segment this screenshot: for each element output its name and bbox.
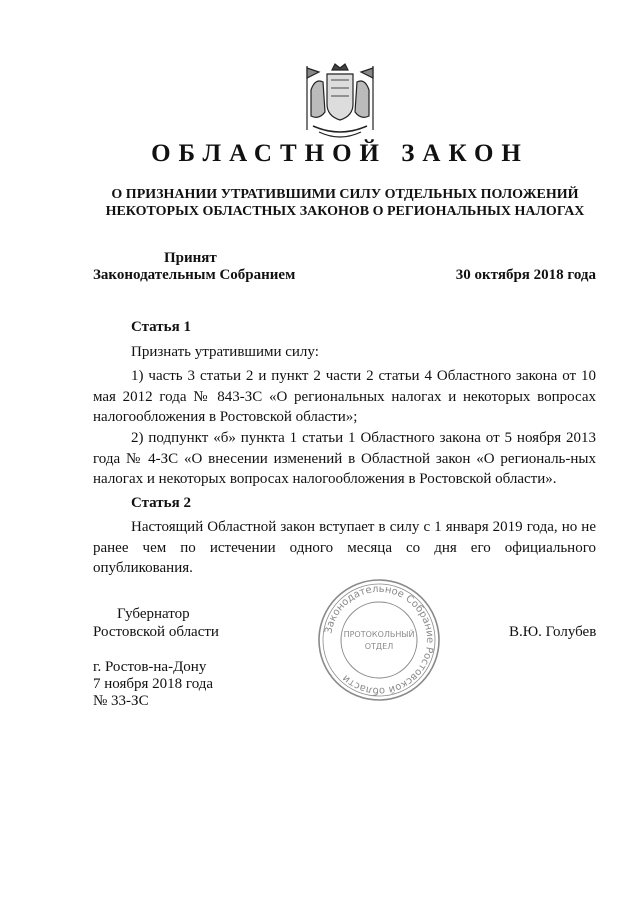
signing-date: 7 ноября 2018 года <box>93 676 214 692</box>
seal-inner-line-1: ПРОТОКОЛЬНЫЙ <box>343 630 415 639</box>
adopted-by: Законодательным Собранием <box>93 267 296 283</box>
article-2-heading: Статья 2 <box>131 495 191 511</box>
signatory-name: В.Ю. Голубев <box>509 624 597 640</box>
document-subtitle <box>60 186 630 220</box>
article-1-intro: Признать утратившими силу: <box>131 344 319 360</box>
signing-city: г. Ростов-на-Дону <box>93 659 207 675</box>
law-number: № 33-ЗС <box>93 693 149 709</box>
article-1-heading: Статья 1 <box>131 319 191 335</box>
signatory-position-line-2: Ростовской области <box>93 624 219 640</box>
subtitle-line-1: О ПРИЗНАНИИ УТРАТИВШИМИ СИЛУ ОТДЕЛЬНЫХ ПОЛОЖЕНИЙ <box>111 187 579 202</box>
adopted-label: Принят <box>164 250 217 266</box>
subtitle-line-2: НЕКОТОРЫХ ОБЛАСТНЫХ ЗАКОНОВ О РЕГИОНАЛЬНЫХ НАЛОГАХ <box>105 204 585 219</box>
coat-of-arms-icon <box>299 60 381 144</box>
official-seal <box>316 577 442 703</box>
article-1-item-2: 2) подпункт «б» пункта 1 статьи 1 Областного закона от 5 ноября 2013 года № 4-ЗС «О внесении изменений в Областной закон «О региональ-ных налогах и некоторых вопросах налогообложения в Ростовской области». <box>93 430 596 487</box>
seal-outer-text: Законодательное Собрание Ростовской области <box>323 583 436 697</box>
svg-text:Законодательное Собрание Росто <box>323 584 435 696</box>
adopted-date: 30 октября 2018 года <box>455 267 596 283</box>
document-title: ОБЛАСТНОЙ ЗАКОН <box>151 140 529 167</box>
signatory-position-line-1: Губернатор <box>117 606 190 622</box>
seal-inner-line-2: ОТДЕЛ <box>364 642 394 651</box>
article-2-text: Настоящий Областной закон вступает в силу с 1 января 2019 года, но не ранее чем по истечении одного месяца со дня его официального опубликования. <box>93 519 596 576</box>
article-1-item-1: 1) часть 3 статьи 2 и пункт 2 части 2 статьи 4 Областного закона от 10 мая 2012 года № 843-ЗС «О региональных налогах и некоторых вопросах налогообложения в Ростовской области»; <box>93 368 596 425</box>
